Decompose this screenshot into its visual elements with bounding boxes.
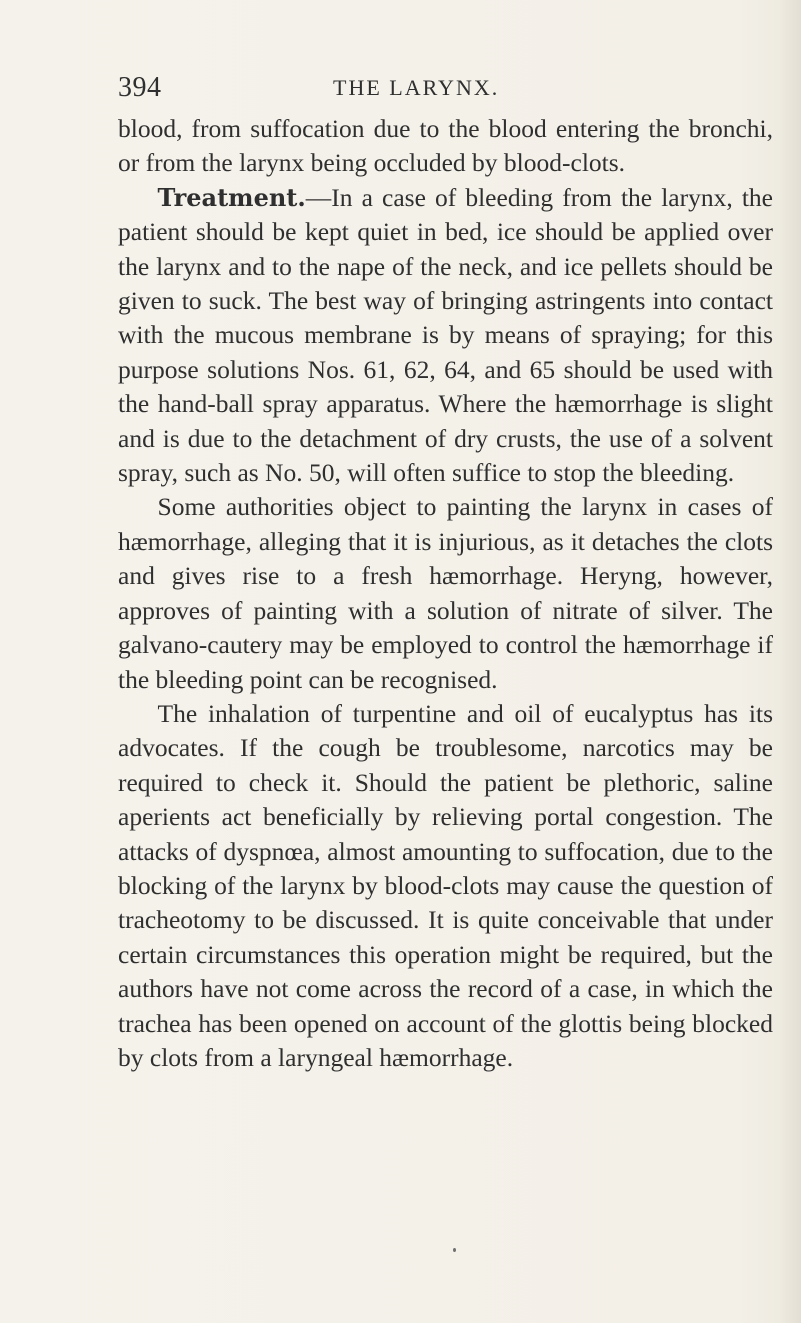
page-edge-shadow	[779, 0, 801, 1323]
paragraph-treatment	[118, 181, 773, 491]
running-head	[118, 72, 718, 104]
ink-speck	[453, 1248, 456, 1252]
paragraph-inhalation	[118, 697, 773, 1075]
running-title: THE LARYNX.	[333, 75, 500, 100]
run-in-heading: Treatment.	[157, 182, 306, 212]
paragraph-text: —In a case of bleeding from the larynx, the patient should be kept quiet in bed, ice should be applied over the larynx and to the nape of the neck, and ice pellets should be given to suck. The best way of bringing astringents into contact with the mucous membrane is by means of spraying; for this purpose solutions Nos. 61, 62, 64, and 65 should be used with the hand-ball spray apparatus. Where the hæmorrhage is slight and is due to the detachment of dry crusts, the use of a solvent spray, such as No. 50, will often suffice to stop the bleeding.	[118, 182, 773, 488]
page-number: 394	[118, 72, 162, 103]
paragraph-text: blood, from suffocation due to the blood entering the bronchi, or from the larynx being occluded by blood-clots.	[118, 114, 773, 178]
paragraph-painting	[118, 490, 773, 696]
body-text	[118, 112, 773, 1075]
paragraph-text: Some authorities object to painting the larynx in cases of hæmorrhage, alleging that it is injurious, as it detaches the clots and gives rise to a fresh hæmorrhage. Heryng, however, approves of painting with a solution of nitrate of silver. The galvano-cautery may be employed to control the hæmorrhage if the bleeding point can be recognised.	[118, 492, 773, 694]
paragraph-text: The inhalation of turpentine and oil of eucalyptus has its advocates. If the cough be troublesome, narcotics may be required to check it. Should the patient be plethoric, saline aperients act beneficially by relieving portal congestion. The attacks of dyspnœa, almost amounting to suffocation, due to the blocking of the larynx by blood-clots may cause the question of tracheotomy to be discussed. It is quite conceivable that under certain circumstances this operation might be required, but the authors have not come across the record of a case, in which the trachea has been opened on account of the glottis being blocked by clots from a laryngeal hæmorrhage.	[118, 698, 773, 1072]
paragraph-continuation	[118, 112, 773, 181]
